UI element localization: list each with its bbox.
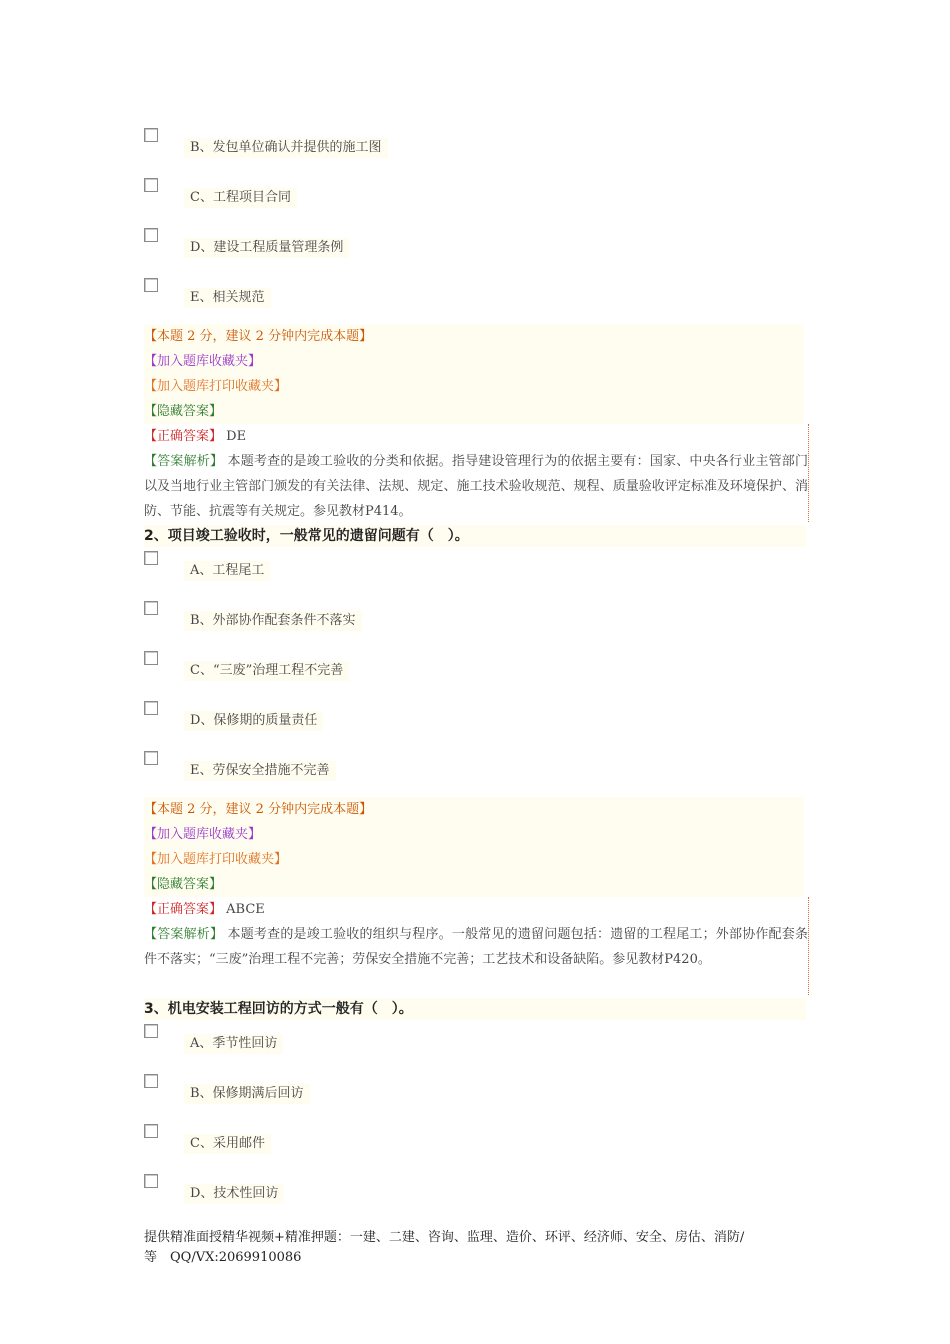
q3-title: 3、机电安装工程回访的方式一般有（ ）。 [144,998,806,1020]
q2-option-e[interactable] [144,751,804,791]
analysis-text: 本题考查的是竣工验收的组织与程序。一般常见的遗留问题包括：遗留的工程尾工；外部协作配套条件不落实；“三废”治理工程不完善；劳保安全措施不完善；工艺技术和设备缺陷。参见教材P420。 [144,927,808,967]
option-label: D、建设工程质量管理条例 [184,238,349,258]
option-label: D、保修期的质量责任 [184,711,323,731]
add-print-favorites-link[interactable]: 【加入题库打印收藏夹】 [144,379,288,394]
footer-ad [144,1228,814,1268]
checkbox[interactable] [144,278,158,292]
option-label: C、采用邮件 [184,1134,271,1154]
q1-option-d[interactable] [144,228,804,268]
add-print-favorites-link[interactable]: 【加入题库打印收藏夹】 [144,852,288,867]
footer-line-2: 等 QQ/VX:2069910086 [144,1250,302,1265]
q1-option-e[interactable] [144,278,804,318]
answer-value: ABCE [226,902,265,917]
q3-option-a[interactable] [144,1024,804,1064]
checkbox[interactable] [144,1074,158,1088]
q1-actions-panel [144,324,804,424]
footer-line-1: 提供精准面授精华视频+精准押题：一建、二建、咨询、监理、造价、环评、经济师、安全、房估、消防/ [144,1230,745,1245]
q2-title: 2、项目竣工验收时，一般常见的遗留问题有（ ）。 [144,525,806,547]
option-label: C、“三废”治理工程不完善 [184,661,349,681]
q2-actions-panel [144,797,804,897]
answer-label: 【正确答案】 [144,429,223,444]
q3-option-d[interactable] [144,1174,804,1214]
analysis-label: 【答案解析】 [144,454,224,469]
add-favorites-link[interactable]: 【加入题库收藏夹】 [144,827,262,842]
checkbox[interactable] [144,651,158,665]
checkbox[interactable] [144,1024,158,1038]
q3-option-c[interactable] [144,1124,804,1164]
option-label: B、外部协作配套条件不落实 [184,611,362,631]
answer-label: 【正确答案】 [144,902,223,917]
checkbox[interactable] [144,178,158,192]
score-info: 【本题 2 分，建议 2 分钟内完成本题】 [144,329,373,344]
analysis-text: 本题考查的是竣工验收的分类和依据。指导建设管理行为的依据主要有：国家、中央各行业主管部门以及当地行业主管部门颁发的有关法律、法规、规定、施工技术验收规范、规程、质量验收评定标准及环境保护、消防、节能、抗震等有关规定。参见教材P414。 [144,454,808,519]
q2-option-c[interactable] [144,651,804,691]
checkbox[interactable] [144,128,158,142]
score-info: 【本题 2 分，建议 2 分钟内完成本题】 [144,802,373,817]
q2-option-b[interactable] [144,601,804,641]
q1-option-b[interactable] [144,128,804,168]
q2-option-d[interactable] [144,701,804,741]
option-label: A、季节性回访 [184,1034,283,1054]
answer-value: DE [226,429,247,444]
checkbox[interactable] [144,601,158,615]
option-label: B、保修期满后回访 [184,1084,310,1104]
checkbox[interactable] [144,228,158,242]
q2-answer-box [144,897,809,995]
checkbox[interactable] [144,751,158,765]
hide-answer-link[interactable]: 【隐藏答案】 [144,404,223,419]
hide-answer-link[interactable]: 【隐藏答案】 [144,877,223,892]
checkbox[interactable] [144,1124,158,1138]
q1-answer-box [144,424,809,522]
option-label: A、工程尾工 [184,561,270,581]
q2-option-a[interactable] [144,551,804,591]
option-label: E、相关规范 [184,288,271,308]
add-favorites-link[interactable]: 【加入题库收藏夹】 [144,354,262,369]
checkbox[interactable] [144,701,158,715]
analysis-label: 【答案解析】 [144,927,224,942]
checkbox[interactable] [144,1174,158,1188]
option-label: B、发包单位确认并提供的施工图 [184,138,388,158]
option-label: C、工程项目合同 [184,188,297,208]
q1-option-c[interactable] [144,178,804,218]
checkbox[interactable] [144,551,158,565]
option-label: E、劳保安全措施不完善 [184,761,336,781]
q3-option-b[interactable] [144,1074,804,1114]
option-label: D、技术性回访 [184,1184,284,1204]
